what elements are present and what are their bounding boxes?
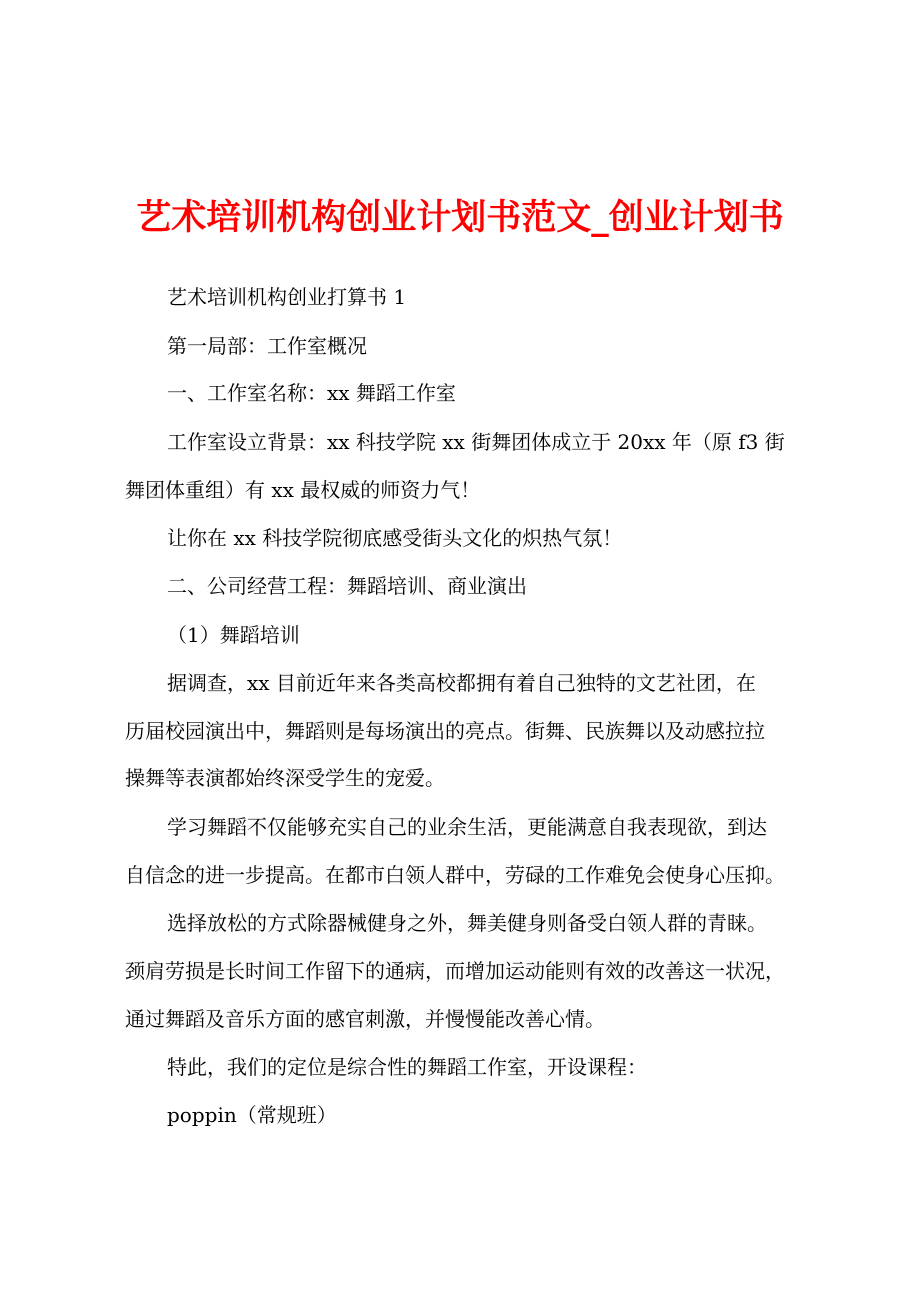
section-heading: 第一局部：工作室概况	[167, 334, 367, 358]
paragraph-line: 让你在 xx 科技学院彻底感受街头文化的炽热气氛！	[167, 526, 623, 550]
paragraph-line: 自信念的进一步提高。在都市白领人群中，劳碌的工作难免会使身心压抑。	[125, 863, 785, 887]
paragraph-line: 历届校园演出中，舞蹈则是每场演出的亮点。街舞、民族舞以及动感拉拉	[125, 719, 765, 743]
sub-heading: （1）舞蹈培训	[167, 623, 300, 647]
paragraph-line: 颈肩劳损是长时间工作留下的通病，而增加运动能则有效的改善这一状况，	[125, 959, 785, 983]
paragraph-line: 选择放松的方式除器械健身之外，舞美健身则备受白领人群的青睐。	[167, 911, 767, 935]
paragraph-line: 通过舞蹈及音乐方面的感官刺激，并慢慢能改善心情。	[125, 1007, 605, 1031]
paragraph-line: poppin（常规班）	[167, 1103, 337, 1127]
paragraph-line: 舞团体重组）有 xx 最权威的师资力气！	[125, 478, 481, 502]
paragraph-line: 特此，我们的定位是综合性的舞蹈工作室，开设课程：	[167, 1055, 647, 1079]
paragraph-line: 学习舞蹈不仅能够充实自己的业余生活，更能满意自我表现欲，到达	[167, 815, 767, 839]
paragraph-line: 据调查，xx 目前近年来各类高校都拥有着自己独特的文艺社团，在	[167, 671, 756, 695]
document-title: 艺术培训机构创业计划书范文_创业计划书	[136, 197, 784, 238]
paragraph-line: 一、工作室名称：xx 舞蹈工作室	[167, 381, 456, 405]
paragraph-line: 操舞等表演都始终深受学生的宠爱。	[125, 766, 445, 790]
paragraph-line: 工作室设立背景：xx 科技学院 xx 街舞团体成立于 20xx 年（原 f3 街	[167, 430, 785, 454]
section-heading: 二、公司经营工程：舞蹈培训、商业演出	[167, 574, 527, 598]
paragraph-line: 艺术培训机构创业打算书 1	[167, 285, 407, 309]
